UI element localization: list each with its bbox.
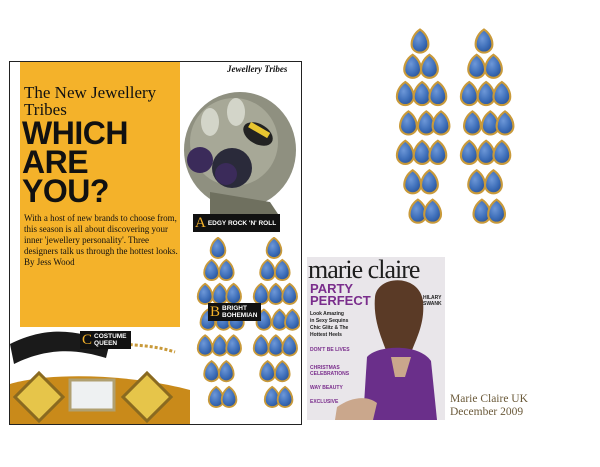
- cover-star-name: HILARY SWANK: [423, 295, 442, 307]
- tag-b-label: BRIGHT BOHEMIAN: [222, 305, 258, 319]
- cover-masthead: marie claire: [308, 257, 420, 284]
- magazine-spread: [9, 61, 302, 425]
- headline-main: WHICH ARE YOU?: [22, 115, 128, 209]
- caption-line-1: Marie Claire UK: [450, 393, 528, 405]
- cover-line: Look Amazing: [310, 311, 344, 317]
- cover-line: in Sexy Sequins: [310, 318, 349, 324]
- earrings-large-image: [392, 28, 522, 243]
- tag-b: [208, 303, 261, 321]
- cover-side-line: WAY BEAUTY: [310, 385, 343, 391]
- cover-side-line: EXCLUSIVE: [310, 399, 339, 405]
- tag-c-letter: C: [82, 332, 93, 348]
- headline-top: The New Jewellery Tribes: [24, 83, 157, 119]
- tag-a: [193, 214, 280, 232]
- tag-c: [80, 331, 131, 349]
- tag-b-letter: B: [210, 304, 221, 320]
- magazine-cover: [307, 257, 445, 420]
- tag-a-letter: A: [195, 215, 206, 231]
- earrings-small-image: [190, 237, 300, 422]
- cover-line: Chic Glitz & The: [310, 325, 349, 331]
- section-label: Jewellery Tribes: [227, 64, 288, 74]
- cover-headline: PARTY PERFECT: [310, 281, 371, 308]
- cover-side-line: CELEBRATIONS: [310, 371, 350, 377]
- cover-line: Hottest Heels: [310, 332, 342, 338]
- cover-side-line: DON'T BE LIVES: [310, 347, 350, 353]
- caption: [450, 393, 528, 419]
- tag-c-label: COSTUME QUEEN: [94, 333, 127, 347]
- standfirst: With a host of new brands to choose from, this season is all about discovering your inner 'jewellery personality'. Three designers talk us through the hottest looks. By Jess Wood: [24, 213, 178, 267]
- caption-line-2: December 2009: [450, 406, 524, 418]
- tag-a-label: EDGY ROCK 'N' ROLL: [207, 219, 277, 227]
- cover-side-line: CHRISTMAS: [310, 365, 340, 371]
- skull-ring-image: [170, 82, 300, 222]
